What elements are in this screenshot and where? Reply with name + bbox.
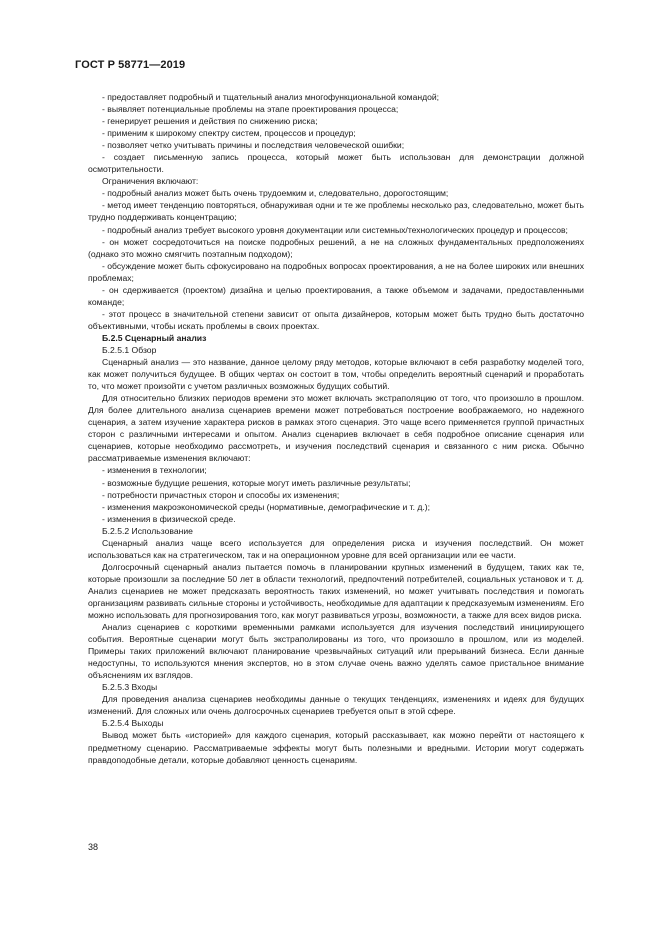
paragraph: Для относительно близких периодов времени это может включать экстраполяцию от того, что произошло в прошлом. Для более длительного анализа сценариев времени может потребоваться построение воображаемого, но надежного сценария, а затем изучение характера рисков в рамках этого сценария. Это чаще всего применяется группой причастных сторон с различными интересами и опытом. Анализ сценариев включает в себя подробное описание сценария или сценариев, которые необходимо рассмотреть, и изучения последствий сценария и связанного с ним риска. Обычно рассматриваемые изменения включают: xyxy=(88,393,584,464)
paragraph: - подробный анализ требует высокого уровня документации или системных/технологических процедур и процессов; xyxy=(102,224,568,235)
paragraph: - он может сосредоточиться на поиске подробных решений, а не на сложных фундаментальных предположениях (однако это можно смягчить поэтапным подходом); xyxy=(88,236,584,259)
paragraph: Б.2.5.4 Выходы xyxy=(102,718,164,729)
paragraph: Сценарный анализ чаще всего используется для определения риска и изучения последствий. Он может использоваться как на стратегическом, так и на операционном уровне для всей организации или ее части. xyxy=(88,537,584,560)
paragraph: - обсуждение может быть сфокусировано на подробных вопросах проектирования, а не на более широких или внешних проблемах; xyxy=(88,260,584,283)
paragraph: - этот процесс в значительной степени зависит от опыта дизайнеров, которым может быть трудно быть достаточно объективными, чтобы искать проблемы в своих проектах. xyxy=(88,308,584,331)
paragraph: - позволяет четко учитывать причины и последствия человеческой ошибки; xyxy=(102,140,405,151)
paragraph: - изменения в физической среде. xyxy=(102,513,236,524)
paragraph: - изменения в технологии; xyxy=(102,465,207,476)
paragraph: - метод имеет тенденцию повторяться, обнаруживая одни и те же проблемы несколько раз, следовательно, может быть трудно поддерживать концентрацию; xyxy=(88,200,584,223)
paragraph: Б.2.5.2 Использование xyxy=(102,525,193,536)
paragraph: Сценарный анализ — это название, данное целому ряду методов, которые включают в себя разработку моделей того, как может получиться будущее. В общих чертах он состоит в том, чтобы определить вероятный сценарий и проработать то, что может произойти с учетом различных возможных будущих событий. xyxy=(88,357,584,392)
paragraph: Ограничения включают: xyxy=(102,176,199,187)
document-body xyxy=(88,91,584,766)
paragraph: Долгосрочный сценарный анализ пытается помочь в планировании крупных изменений в будущем, таких как те, которые произошли за последние 50 лет в области технологий, предпочтений потребителей, социальных установок и т. д. Анализ сценариев не может предсказать вероятность таких изменений, но может учитывать последствия и помогать организациям развивать сильные стороны и устойчивость, необходимые для адаптации к предсказуемым изменениям. Его можно использовать для прогнозирования того, как могут развиваться угрозы, возможности, а также для всех видов риска. xyxy=(88,561,584,621)
paragraph: Б.2.5.3 Входы xyxy=(102,682,158,693)
paragraph: Анализ сценариев с короткими временными рамками используется для изучения последствий инициирующего события. Вероятные сценарии могут быть экстраполированы из того, что произошло в прошлом, или из моделей. Примеры таких приложений включают планирование чрезвычайных ситуаций или прерываний бизнеса. Если данные недоступны, то используются мнения экспертов, но в этом случае очень важно уделять самое пристальное внимание объяснениям их взглядов. xyxy=(88,622,584,681)
paragraph: - он сдерживается (проектом) дизайна и целью проектирования, а также объемом и задачами, предоставленными команде; xyxy=(88,284,584,307)
paragraph: - возможные будущие решения, которые могут иметь различные результаты; xyxy=(102,477,411,488)
paragraph: - применим к широкому спектру систем, процессов и процедур; xyxy=(102,128,356,139)
page-number: 38 xyxy=(88,842,99,852)
paragraph: Б.2.5.1 Обзор xyxy=(102,344,157,355)
paragraph: - создает письменную запись процесса, который может быть использован для демонстрации должной осмотрительности. xyxy=(88,152,584,175)
paragraph: - предоставляет подробный и тщательный анализ многофункциональной командой; xyxy=(102,92,440,102)
paragraph: - подробный анализ может быть очень трудоемким и, следовательно, дорогостоящим; xyxy=(102,188,449,199)
paragraph: Для проведения анализа сценариев необходимы данные о текущих тенденциях, изменениях и идеях для будущих изменений. Для сложных или очень долгосрочных сценариев требуется опыт в этой сфере. xyxy=(88,694,584,717)
paragraph: - выявляет потенциальные проблемы на этапе проектирования процесса; xyxy=(102,104,399,115)
paragraph: Вывод может быть «историей» для каждого сценария, который рассказывает, как можно перейти от настоящего к предметному сценарию. Рассматриваемые эффекты могут быть полезными и вредными. Истории могут содержать правдоподобные детали, которые добавляют ценность сценариям. xyxy=(88,730,584,765)
paragraph: - потребности причастных сторон и способы их изменения; xyxy=(102,489,340,500)
paragraph: - генерирует решения и действия по снижению риска; xyxy=(102,116,318,127)
paragraph: - изменения макроэкономической среды (нормативные, демографические и т. д.); xyxy=(102,501,431,512)
section-heading: Б.2.5 Сценарный анализ xyxy=(102,332,207,343)
document-header: ГОСТ Р 58771—2019 xyxy=(75,59,186,71)
